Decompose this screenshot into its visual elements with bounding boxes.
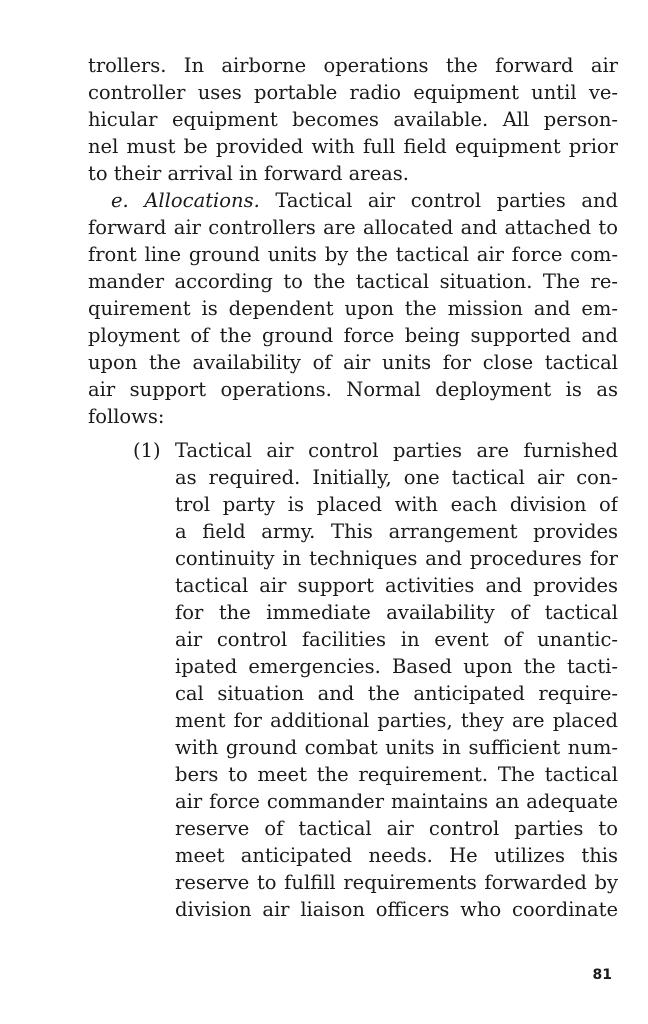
list-item-1-line-6: tactical air support activities and provides bbox=[175, 574, 618, 597]
list-item-1-line-18: division air liaison officers who coordinate bbox=[175, 898, 618, 921]
paragraph-2-line-6: ployment of the ground force being supported and bbox=[88, 324, 618, 347]
paragraph-1-line-1: trollers. In airborne operations the forward air bbox=[88, 54, 618, 77]
list-item-1-line-2: as required. Initially, one tactical air con- bbox=[175, 466, 618, 489]
paragraph-2-line-1 bbox=[111, 187, 618, 214]
paragraph-2-line-7: upon the availability of air units for close tactical bbox=[88, 351, 618, 374]
paragraph-1-line-4: nel must be provided with full field equipment prior bbox=[88, 135, 618, 158]
list-item-1-line-13: bers to meet the requirement. The tactical bbox=[175, 763, 618, 786]
paragraph-2-line-5: quirement is dependent upon the mission and em- bbox=[88, 297, 618, 320]
list-item-1-line-16: meet anticipated needs. He utilizes this bbox=[175, 844, 618, 867]
paragraph-2-line-4: mander according to the tactical situation. The re- bbox=[88, 270, 618, 293]
list-item-1-number: (1) bbox=[133, 439, 161, 462]
list-item-1-line-4: a field army. This arrangement provides bbox=[175, 520, 618, 543]
list-item-1-line-1: Tactical air control parties are furnished bbox=[175, 439, 618, 462]
page-number: 81 bbox=[592, 967, 612, 983]
paragraph-2-line-8: air support operations. Normal deployment is as bbox=[88, 378, 618, 401]
paragraph-2-line-2: forward air controllers are allocated and attached to bbox=[88, 216, 618, 239]
paragraph-1-line-3: hicular equipment becomes available. All person- bbox=[88, 108, 618, 131]
paragraph-2-line-3: front line ground units by the tactical air force com- bbox=[88, 243, 618, 266]
list-item-1-line-12: with ground combat units in sufficient num- bbox=[175, 736, 618, 759]
list-item-1-line-8: air control facilities in event of unantic- bbox=[175, 628, 618, 651]
list-item-1-line-7: for the immediate availability of tactical bbox=[175, 601, 618, 624]
paragraph-1-line-5: to their arrival in forward areas. bbox=[88, 162, 409, 185]
section-heading-allocations: e. Allocations. bbox=[111, 189, 260, 212]
list-item-1-line-9: ipated emergencies. Based upon the tacti- bbox=[175, 655, 618, 678]
list-item-1-line-17: reserve to fulfill requirements forwarded by bbox=[175, 871, 618, 894]
list-item-1-line-3: trol party is placed with each division of bbox=[175, 493, 618, 516]
list-item-1-line-15: reserve of tactical air control parties to bbox=[175, 817, 618, 840]
paragraph-2-line-9: follows: bbox=[88, 405, 165, 428]
paragraph-1-line-2: controller uses portable radio equipment until ve- bbox=[88, 81, 618, 104]
list-item-1-line-14: air force commander maintains an adequate bbox=[175, 790, 618, 813]
list-item-1-line-5: continuity in techniques and procedures for bbox=[175, 547, 618, 570]
list-item-1-line-11: ment for additional parties, they are placed bbox=[175, 709, 618, 732]
list-item-1-line-10: cal situation and the anticipated require- bbox=[175, 682, 618, 705]
paragraph-2-first-line-text: Tactical air control parties and bbox=[275, 189, 618, 212]
